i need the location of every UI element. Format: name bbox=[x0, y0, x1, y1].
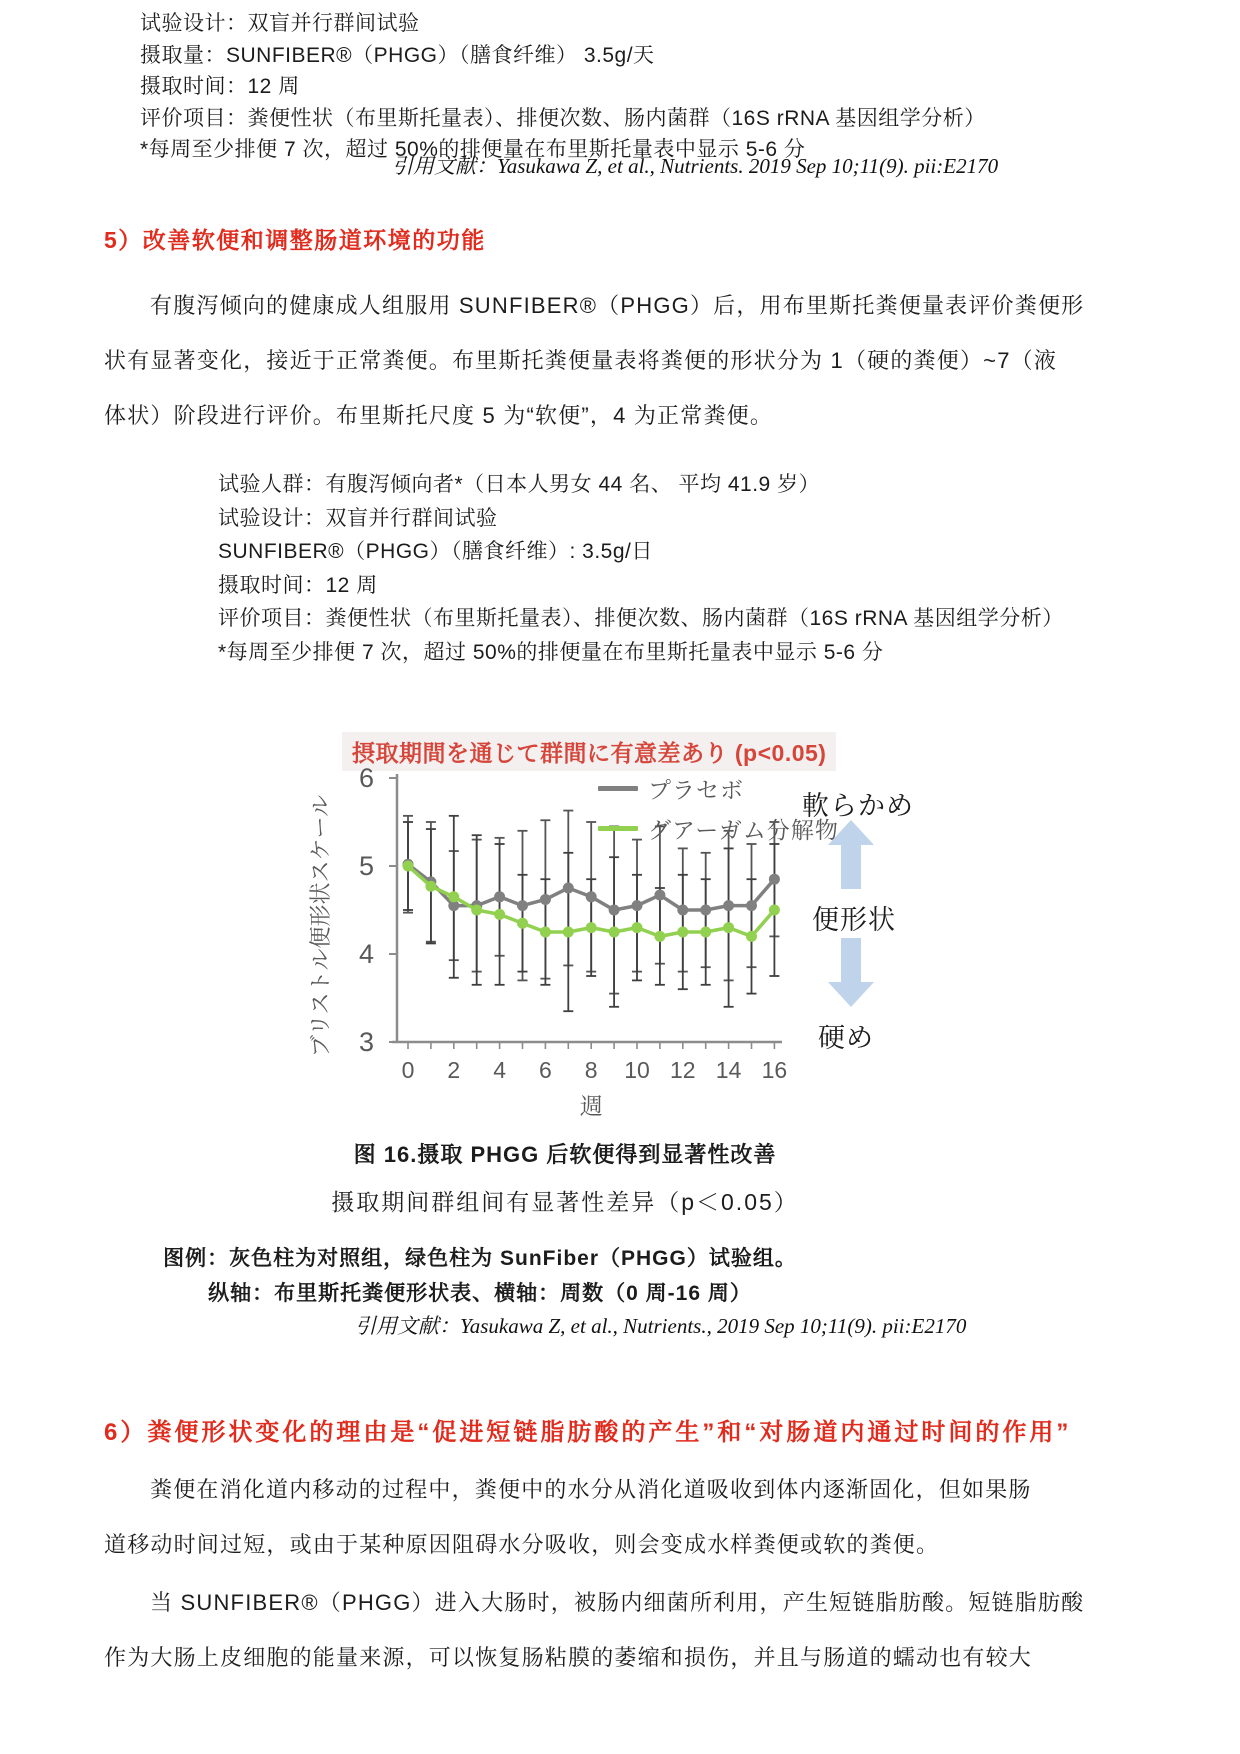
figure-caption-significance: 摄取期间群组间有显著性差异（p＜0.05） bbox=[331, 1189, 799, 1215]
harder-label: 硬め bbox=[818, 1023, 874, 1053]
svg-text:6: 6 bbox=[539, 1057, 552, 1083]
legend-label: プラセボ bbox=[648, 777, 744, 803]
figure-caption-title: 图 16.摄取 PHGG 后软便得到显著性改善 bbox=[353, 1142, 777, 1167]
paragraph-line: 道移动时间过短，或由于某种原因阻碍水分吸收，则会变成水样粪便或软的粪便。 bbox=[104, 1532, 940, 1557]
stool-shape-label: 便形状 bbox=[812, 905, 896, 935]
svg-text:2: 2 bbox=[447, 1057, 461, 1083]
svg-text:10: 10 bbox=[624, 1057, 650, 1083]
figure-caption-axes: 纵轴：布里斯托粪便形状表、横轴：周数（0 周-16 周） bbox=[208, 1282, 752, 1305]
citation-text: 引用文献：Yasukawa Z, et al., Nutrients. 2019 Sep 10;11(9). pii:E2170 bbox=[392, 154, 999, 178]
section6-heading: 6）粪便形状变化的理由是“促进短链脂肪酸的产生”和“对肠道内通过时间的作用” bbox=[104, 1419, 1072, 1446]
study-detail-line: 摄取时间：12 周 bbox=[218, 573, 378, 597]
study-detail-line: 试验设计：双盲并行群间试验 bbox=[140, 12, 420, 35]
study-details-indented bbox=[218, 468, 1064, 669]
paragraph-line: 体状）阶段进行评价。布里斯托尺度 5 为“软便”，4 为正常粪便。 bbox=[104, 403, 774, 428]
paragraph-line: 作为大肠上皮细胞的能量来源，可以恢复肠粘膜的萎缩和损伤，并且与肠道的蠕动也有较大 bbox=[104, 1645, 1033, 1670]
svg-text:6: 6 bbox=[358, 766, 374, 793]
paragraph-line: 当 SUNFIBER®（PHGG）进入大肠时，被肠内细菌所利用，产生短链脂肪酸。短链脂肪酸 bbox=[150, 1590, 1085, 1615]
placebo-line-swatch bbox=[598, 786, 638, 791]
svg-text:14: 14 bbox=[715, 1057, 742, 1083]
study-detail-line: 摄取时间：12 周 bbox=[140, 75, 300, 98]
svg-text:0: 0 bbox=[401, 1057, 415, 1083]
section6-paragraph-1 bbox=[104, 1462, 1032, 1572]
study-detail-line: 评价项目：粪便性状（布里斯托量表）、排便次数、肠内菌群（16S rRNA 基因组学分析） bbox=[218, 607, 1064, 630]
svg-text:8: 8 bbox=[584, 1057, 598, 1083]
svg-text:ブリストル便形状スケール: ブリストル便形状スケール bbox=[308, 794, 333, 1058]
svg-text:週: 週 bbox=[579, 1093, 603, 1119]
citation-text: 引用文献：Yasukawa Z, et al., Nutrients., 2019 Sep 10;11(9). pii:E2170 bbox=[355, 1314, 967, 1338]
study-detail-line: *每周至少排便 7 次，超过 50%的排便量在布里斯托量表中显示 5-6 分 bbox=[218, 640, 884, 664]
study-detail-line: 试验人群：有腹泻倾向者*（日本人男女 44 名、 平均 41.9 岁） bbox=[218, 473, 821, 496]
svg-text:4: 4 bbox=[358, 939, 374, 969]
svg-text:16: 16 bbox=[761, 1057, 788, 1083]
figure-16-chart-block bbox=[300, 688, 1220, 1128]
study-detail-line: 摄取量：SUNFIBER®（PHGG）（膳食纤维） 3.5g/天 bbox=[140, 43, 655, 67]
softer-label: 軟らかめ bbox=[802, 791, 914, 821]
svg-text:3: 3 bbox=[358, 1027, 374, 1057]
legend-label: グアーガム分解物 bbox=[648, 817, 839, 843]
guar-gum-line-swatch bbox=[598, 826, 638, 831]
section5-heading: 5）改善软便和调整肠道环境的功能 bbox=[104, 227, 486, 253]
svg-text:4: 4 bbox=[493, 1057, 506, 1083]
study-detail-line: *每周至少排便 7 次，超过 50%的排便量在布里斯托量表中显示 5-6 分 bbox=[140, 138, 806, 161]
section5-paragraph bbox=[104, 278, 1084, 443]
paragraph-line: 有腹泻倾向的健康成人组服用 SUNFIBER®（PHGG）后，用布里斯托粪便量表评价粪便形 bbox=[150, 293, 1085, 318]
paragraph-line: 状有显著变化，接近于正常粪便。布里斯托粪便量表将粪便的形状分为 1（硬的粪便）~7（液 bbox=[104, 348, 1058, 373]
chart-title: 摂取期間を通じて群間に有意差あり (p<0.05) bbox=[342, 732, 836, 771]
section6-paragraph-2 bbox=[104, 1575, 1084, 1685]
study-detail-line: SUNFIBER®（PHGG）（膳食纤维）: 3.5g/日 bbox=[218, 540, 653, 563]
study-detail-line: 评价项目：粪便性状（布里斯托量表）、排便次数、肠内菌群（16S rRNA 基因组学分析） bbox=[140, 106, 986, 130]
svg-text:12: 12 bbox=[670, 1057, 696, 1083]
study-detail-line: 试验设计：双盲并行群间试验 bbox=[218, 506, 498, 530]
down-arrow-icon bbox=[828, 938, 874, 1007]
up-arrow-icon bbox=[828, 820, 874, 889]
svg-text:5: 5 bbox=[358, 851, 374, 881]
paragraph-line: 粪便在消化道内移动的过程中，粪便中的水分从消化道吸收到体内逐渐固化，但如果肠 bbox=[150, 1477, 1032, 1502]
study-details-top bbox=[140, 8, 986, 166]
figure-caption-legend: 图例：灰色柱为对照组，绿色柱为 SunFiber（PHGG）试验组。 bbox=[163, 1247, 797, 1270]
